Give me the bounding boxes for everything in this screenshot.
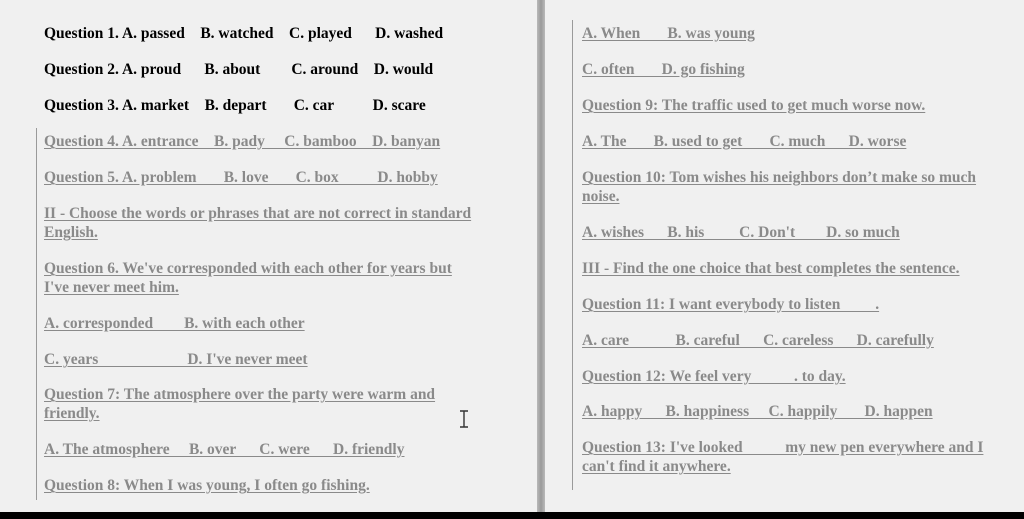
question-2-line: Question 2. A. proud B. about C. around D. would — [44, 61, 434, 78]
question-12-options: A. happy B. happiness C. happily D. happen — [582, 403, 933, 420]
question-11-line: Question 11: I want everybody to listen . — [582, 296, 880, 313]
question-3-line: Question 3. A. market B. depart C. car D. scare — [44, 97, 426, 114]
question-6-line-cont: I've never meet him. — [44, 279, 179, 296]
right-margin-line — [572, 20, 573, 490]
question-12-line: Question 12: We feel very . to day. — [582, 368, 846, 385]
section-3-heading: III - Find the one choice that best completes the sentence. — [582, 260, 960, 277]
window-bottom-edge — [0, 512, 1024, 519]
question-11-options: A. care B. careful C. careless D. carefully — [582, 332, 934, 349]
question-7-line-cont: friendly. — [44, 405, 100, 422]
question-9-options: A. The B. used to get C. much D. worse — [582, 133, 907, 150]
question-6-options-cd: C. years D. I've never meet — [44, 351, 308, 368]
question-10-line-cont: noise. — [582, 188, 620, 205]
text-cursor-icon — [459, 410, 469, 428]
page-gutter — [537, 0, 545, 512]
left-margin-line — [36, 128, 37, 500]
question-10-options: A. wishes B. his C. Don't D. so much — [582, 224, 900, 241]
question-4-line: Question 4. A. entrance B. pady C. bamboo D. banyan — [44, 133, 441, 150]
question-6-options-ab: A. corresponded B. with each other — [44, 315, 305, 332]
section-2-heading: II - Choose the words or phrases that are not correct in standard — [44, 205, 472, 222]
question-13-line-cont: can't find it anywhere. — [582, 458, 731, 475]
question-10-line: Question 10: Tom wishes his neighbors don’t make so much — [582, 169, 977, 186]
question-8-options-cd: C. often D. go fishing — [582, 61, 745, 78]
question-9-line: Question 9: The traffic used to get much worse now. — [582, 97, 926, 114]
question-8-options-ab: A. When B. was young — [582, 25, 755, 42]
question-7-options: A. The atmosphere B. over C. were D. friendly — [44, 441, 405, 458]
question-6-line: Question 6. We've corresponded with each other for years but — [44, 260, 452, 277]
question-8-line: Question 8: When I was young, I often go fishing. — [44, 477, 370, 494]
question-1-line: Question 1. A. passed B. watched C. played D. washed — [44, 25, 444, 42]
question-7-line: Question 7: The atmosphere over the party were warm and — [44, 386, 436, 403]
question-13-line: Question 13: I've looked my new pen everywhere and I — [582, 439, 984, 456]
question-5-line: Question 5. A. problem B. love C. box D. hobby — [44, 169, 438, 186]
section-2-heading-cont: English. — [44, 224, 98, 241]
